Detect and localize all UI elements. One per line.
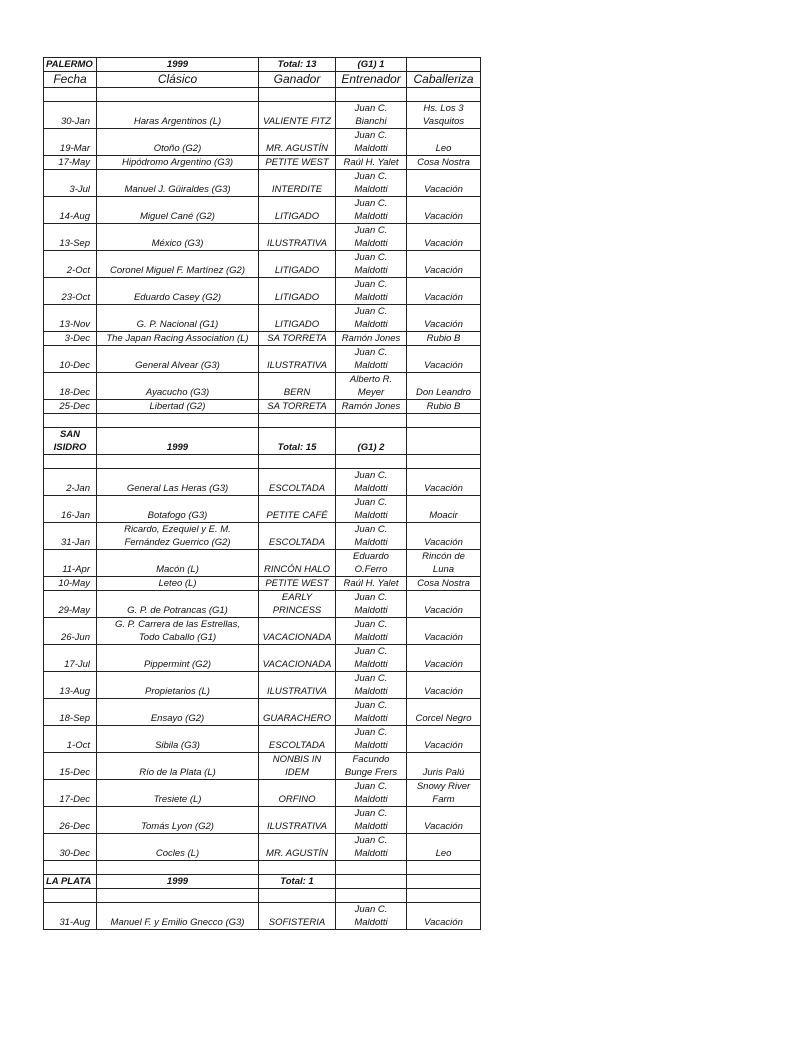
race-trainer: Ramón Jones xyxy=(336,332,407,346)
race-winner: ESCOLTADA xyxy=(259,726,336,753)
race-name: Hipódromo Argentino (G3) xyxy=(97,156,259,170)
race-stable: Moacir xyxy=(407,496,481,523)
race-stable: Vacación xyxy=(407,903,481,930)
section-header-row xyxy=(44,428,481,455)
race-name: Libertad (G2) xyxy=(97,400,259,414)
blank-row xyxy=(44,88,481,102)
race-stable: Rubio B xyxy=(407,400,481,414)
venue-name: LA PLATA xyxy=(44,875,97,889)
section-extra xyxy=(407,428,481,455)
race-date: 2-Jan xyxy=(44,469,97,496)
blank-cell xyxy=(407,414,481,428)
section-extra xyxy=(407,58,481,72)
race-stable: Vacación xyxy=(407,469,481,496)
race-trainer: Juan C. Maldotti xyxy=(336,645,407,672)
blank-row xyxy=(44,861,481,875)
race-trainer: Alberto R. Meyer xyxy=(336,373,407,400)
race-name: Tomás Lyon (G2) xyxy=(97,807,259,834)
race-winner: PETITE CAFÉ xyxy=(259,496,336,523)
race-row xyxy=(44,577,481,591)
race-row xyxy=(44,102,481,129)
race-trainer: Facundo Bunge Frers xyxy=(336,753,407,780)
race-winner: INTERDITE xyxy=(259,170,336,197)
race-name: Eduardo Casey (G2) xyxy=(97,278,259,305)
blank-cell xyxy=(336,414,407,428)
race-winner: LITIGADO xyxy=(259,278,336,305)
race-winner: SA TORRETA xyxy=(259,400,336,414)
race-winner: GUARACHERO xyxy=(259,699,336,726)
blank-cell xyxy=(259,88,336,102)
race-date: 25-Dec xyxy=(44,400,97,414)
race-row xyxy=(44,903,481,930)
blank-cell xyxy=(44,889,97,903)
race-trainer: Juan C. Maldotti xyxy=(336,523,407,550)
race-winner: ILUSTRATIVA xyxy=(259,807,336,834)
blank-cell xyxy=(407,861,481,875)
blank-cell xyxy=(407,889,481,903)
race-stable: Vacación xyxy=(407,645,481,672)
race-stable: Vacación xyxy=(407,591,481,618)
race-trainer: Juan C. Maldotti xyxy=(336,618,407,645)
race-row xyxy=(44,726,481,753)
race-row xyxy=(44,672,481,699)
race-date: 3-Dec xyxy=(44,332,97,346)
race-date: 26-Dec xyxy=(44,807,97,834)
race-name: Tresiete (L) xyxy=(97,780,259,807)
venue-name: PALERMO xyxy=(44,58,97,72)
blank-cell xyxy=(44,861,97,875)
race-name: G. P. Nacional (G1) xyxy=(97,305,259,332)
race-stable: Rincón de Luna xyxy=(407,550,481,577)
race-row xyxy=(44,251,481,278)
race-date: 29-May xyxy=(44,591,97,618)
race-date: 18-Sep xyxy=(44,699,97,726)
race-trainer: Juan C. Maldotti xyxy=(336,726,407,753)
race-stable: Vacación xyxy=(407,618,481,645)
race-trainer: Juan C. Maldotti xyxy=(336,672,407,699)
race-stable: Cosa Nostra xyxy=(407,577,481,591)
race-name: Coronel Miguel F. Martínez (G2) xyxy=(97,251,259,278)
race-row xyxy=(44,834,481,861)
column-caballeriza: Caballeriza xyxy=(407,72,481,88)
race-date: 17-Jul xyxy=(44,645,97,672)
blank-row xyxy=(44,889,481,903)
race-name: Ayacucho (G3) xyxy=(97,373,259,400)
race-row xyxy=(44,807,481,834)
race-date: 16-Jan xyxy=(44,496,97,523)
race-name: General Alvear (G3) xyxy=(97,346,259,373)
race-winner: PETITE WEST xyxy=(259,156,336,170)
race-name: Miguel Cané (G2) xyxy=(97,197,259,224)
race-winner: ESCOLTADA xyxy=(259,469,336,496)
blank-cell xyxy=(407,88,481,102)
race-name: Cocles (L) xyxy=(97,834,259,861)
race-winner: LITIGADO xyxy=(259,197,336,224)
race-trainer: Juan C. Maldotti xyxy=(336,305,407,332)
race-trainer: Juan C. Maldotti xyxy=(336,903,407,930)
race-stable: Hs. Los 3 Vasquitos xyxy=(407,102,481,129)
race-row xyxy=(44,780,481,807)
race-winner: RINCÓN HALO xyxy=(259,550,336,577)
race-trainer: Juan C. Maldotti xyxy=(336,224,407,251)
race-row xyxy=(44,332,481,346)
race-stable: Leo xyxy=(407,834,481,861)
race-stable: Vacación xyxy=(407,726,481,753)
race-row xyxy=(44,197,481,224)
blank-row xyxy=(44,455,481,469)
race-name: Botafogo (G3) xyxy=(97,496,259,523)
race-name: Río de la Plata (L) xyxy=(97,753,259,780)
race-winner: ILUSTRATIVA xyxy=(259,346,336,373)
blank-cell xyxy=(97,861,259,875)
race-stable: Vacación xyxy=(407,251,481,278)
race-winner: ILUSTRATIVA xyxy=(259,672,336,699)
section-header-row xyxy=(44,58,481,72)
race-row xyxy=(44,373,481,400)
race-date: 15-Dec xyxy=(44,753,97,780)
race-trainer: Juan C. Maldotti xyxy=(336,197,407,224)
race-date: 10-May xyxy=(44,577,97,591)
race-name: Propietarios (L) xyxy=(97,672,259,699)
section-year: 1999 xyxy=(97,875,259,889)
race-trainer: Juan C. Maldotti xyxy=(336,278,407,305)
race-name: Leteo (L) xyxy=(97,577,259,591)
race-stable: Vacación xyxy=(407,346,481,373)
race-trainer: Juan C. Maldotti xyxy=(336,129,407,156)
race-row xyxy=(44,346,481,373)
race-winner: VACACIONADA xyxy=(259,645,336,672)
race-row xyxy=(44,550,481,577)
section-extra xyxy=(407,875,481,889)
race-date: 14-Aug xyxy=(44,197,97,224)
race-winner: BERN xyxy=(259,373,336,400)
section-total: Total: 15 xyxy=(259,428,336,455)
blank-cell xyxy=(259,414,336,428)
race-trainer: Juan C. Maldotti xyxy=(336,346,407,373)
race-date: 10-Dec xyxy=(44,346,97,373)
race-winner: NONBIS IN IDEM xyxy=(259,753,336,780)
blank-cell xyxy=(259,889,336,903)
race-name: Manuel F. y Emilio Gnecco (G3) xyxy=(97,903,259,930)
race-row xyxy=(44,591,481,618)
blank-cell xyxy=(336,88,407,102)
race-trainer: Ramón Jones xyxy=(336,400,407,414)
race-date: 18-Dec xyxy=(44,373,97,400)
race-date: 13-Aug xyxy=(44,672,97,699)
race-stable: Vacación xyxy=(407,523,481,550)
blank-cell xyxy=(44,414,97,428)
blank-cell xyxy=(97,414,259,428)
race-winner: ESCOLTADA xyxy=(259,523,336,550)
race-date: 3-Jul xyxy=(44,170,97,197)
race-row xyxy=(44,645,481,672)
race-stable: Vacación xyxy=(407,197,481,224)
race-name: Otoño (G2) xyxy=(97,129,259,156)
race-stable: Snowy River Farm xyxy=(407,780,481,807)
race-winner: MR. AGUSTÍN xyxy=(259,129,336,156)
race-trainer: Juan C. Maldotti xyxy=(336,780,407,807)
race-stable: Rubio B xyxy=(407,332,481,346)
section-g1-count: (G1) 1 xyxy=(336,58,407,72)
race-date: 13-Nov xyxy=(44,305,97,332)
race-name: General Las Heras (G3) xyxy=(97,469,259,496)
race-stable: Vacación xyxy=(407,170,481,197)
race-trainer: Eduardo O.Ferro xyxy=(336,550,407,577)
section-g1-count: (G1) 2 xyxy=(336,428,407,455)
race-row xyxy=(44,469,481,496)
column-ganador: Ganador xyxy=(259,72,336,88)
race-row xyxy=(44,129,481,156)
venue-name: SAN ISIDRO xyxy=(44,428,97,455)
race-row xyxy=(44,496,481,523)
race-row xyxy=(44,156,481,170)
race-name: México (G3) xyxy=(97,224,259,251)
race-stable: Vacación xyxy=(407,305,481,332)
blank-cell xyxy=(97,889,259,903)
race-stable: Vacación xyxy=(407,672,481,699)
blank-cell xyxy=(336,455,407,469)
race-date: 13-Sep xyxy=(44,224,97,251)
blank-cell xyxy=(44,455,97,469)
race-date: 30-Dec xyxy=(44,834,97,861)
race-row xyxy=(44,699,481,726)
race-row xyxy=(44,400,481,414)
race-winner: LITIGADO xyxy=(259,305,336,332)
race-row xyxy=(44,278,481,305)
race-stable: Vacación xyxy=(407,807,481,834)
blank-cell xyxy=(97,455,259,469)
column-header-row xyxy=(44,72,481,88)
section-total: Total: 1 xyxy=(259,875,336,889)
race-trainer: Juan C. Maldotti xyxy=(336,834,407,861)
blank-cell xyxy=(259,861,336,875)
race-stable: Cosa Nostra xyxy=(407,156,481,170)
race-row xyxy=(44,305,481,332)
race-name: Macón (L) xyxy=(97,550,259,577)
race-winner: PETITE WEST xyxy=(259,577,336,591)
race-date: 23-Oct xyxy=(44,278,97,305)
race-date: 30-Jan xyxy=(44,102,97,129)
race-winner: VACACIONADA xyxy=(259,618,336,645)
race-row xyxy=(44,224,481,251)
blank-cell xyxy=(336,861,407,875)
race-winner: LITIGADO xyxy=(259,251,336,278)
race-name: Sibila (G3) xyxy=(97,726,259,753)
race-trainer: Juan C. Maldotti xyxy=(336,699,407,726)
blank-cell xyxy=(97,88,259,102)
race-name: Pippermint (G2) xyxy=(97,645,259,672)
race-winner: SA TORRETA xyxy=(259,332,336,346)
race-date: 31-Aug xyxy=(44,903,97,930)
race-trainer: Juan C. Maldotti xyxy=(336,170,407,197)
races-table xyxy=(43,57,481,930)
race-name: The Japan Racing Association (L) xyxy=(97,332,259,346)
race-trainer: Juan C. Maldotti xyxy=(336,251,407,278)
race-date: 17-Dec xyxy=(44,780,97,807)
race-date: 2-Oct xyxy=(44,251,97,278)
race-winner: VALIENTE FITZ xyxy=(259,102,336,129)
race-stable: Vacación xyxy=(407,224,481,251)
race-date: 31-Jan xyxy=(44,523,97,550)
column-entrenador: Entrenador xyxy=(336,72,407,88)
race-winner: SOFISTERIA xyxy=(259,903,336,930)
race-date: 17-May xyxy=(44,156,97,170)
race-trainer: Raúl H. Yalet xyxy=(336,156,407,170)
section-year: 1999 xyxy=(97,58,259,72)
race-row xyxy=(44,618,481,645)
race-winner: MR. AGUSTÍN xyxy=(259,834,336,861)
race-trainer: Juan C. Maldotti xyxy=(336,496,407,523)
race-row xyxy=(44,523,481,550)
blank-cell xyxy=(407,455,481,469)
race-name: Haras Argentinos (L) xyxy=(97,102,259,129)
race-date: 1-Oct xyxy=(44,726,97,753)
race-trainer: Juan C. Maldotti xyxy=(336,591,407,618)
race-trainer: Juan C. Maldotti xyxy=(336,469,407,496)
race-stable: Corcel Negro xyxy=(407,699,481,726)
blank-cell xyxy=(259,455,336,469)
race-stable: Leo xyxy=(407,129,481,156)
race-trainer: Raúl H. Yalet xyxy=(336,577,407,591)
race-winner: ORFINO xyxy=(259,780,336,807)
race-winner: ILUSTRATIVA xyxy=(259,224,336,251)
column-fecha: Fecha xyxy=(44,72,97,88)
section-year: 1999 xyxy=(97,428,259,455)
column-clasico: Clásico xyxy=(97,72,259,88)
race-trainer: Juan C. Bianchi xyxy=(336,102,407,129)
race-name: Manuel J. Güiraldes (G3) xyxy=(97,170,259,197)
race-row xyxy=(44,170,481,197)
blank-cell xyxy=(44,88,97,102)
race-stable: Juris Palú xyxy=(407,753,481,780)
race-trainer: Juan C. Maldotti xyxy=(336,807,407,834)
race-name: G. P. Carrera de las Estrellas, Todo Caballo (G1) xyxy=(97,618,259,645)
race-stable: Vacación xyxy=(407,278,481,305)
races-table-body xyxy=(44,58,481,930)
blank-row xyxy=(44,414,481,428)
blank-cell xyxy=(336,889,407,903)
race-date: 26-Jun xyxy=(44,618,97,645)
race-date: 19-Mar xyxy=(44,129,97,156)
race-stable: Don Leandro xyxy=(407,373,481,400)
section-header-row xyxy=(44,875,481,889)
section-total: Total: 13 xyxy=(259,58,336,72)
race-name: Ricardo, Ezequiel y E. M. Fernández Guerrico (G2) xyxy=(97,523,259,550)
race-date: 11-Apr xyxy=(44,550,97,577)
race-row xyxy=(44,753,481,780)
race-name: G. P. de Potrancas (G1) xyxy=(97,591,259,618)
race-winner: EARLY PRINCESS xyxy=(259,591,336,618)
race-name: Ensayo (G2) xyxy=(97,699,259,726)
section-g1-count xyxy=(336,875,407,889)
